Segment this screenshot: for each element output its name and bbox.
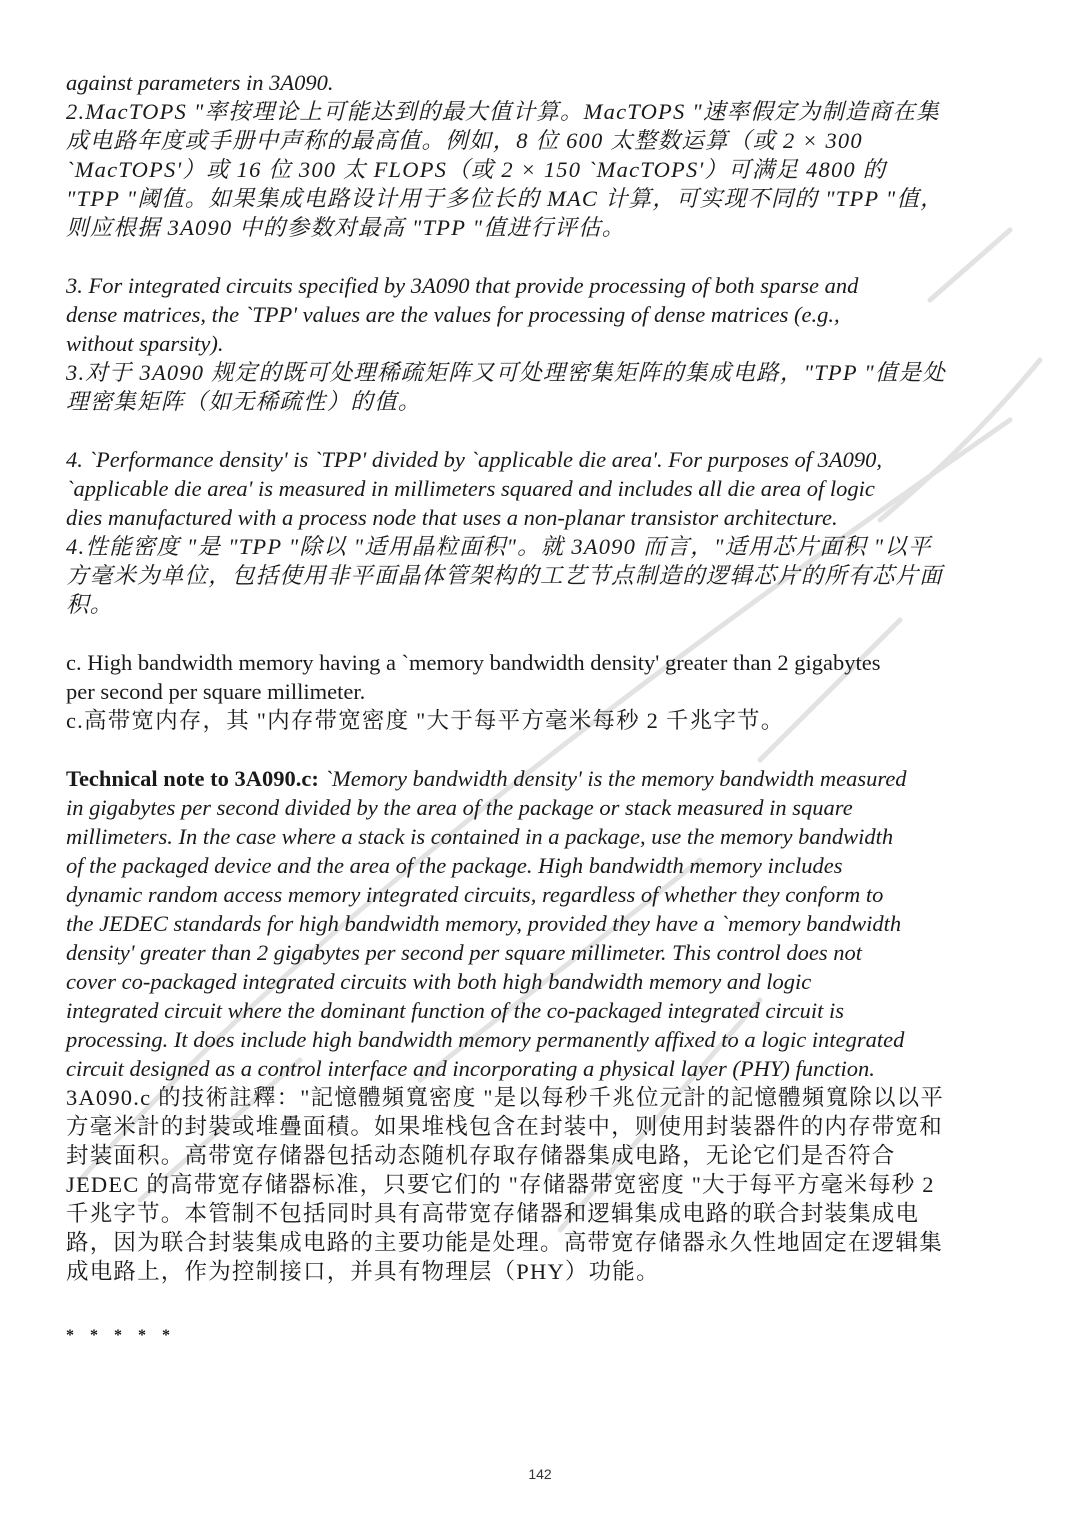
text-line: 成电路年度或手册中声称的最高值。例如，8 位 600 太整数运算（或 2 × 300 (66, 128, 863, 153)
page-number: 142 (528, 1466, 552, 1482)
paragraph-gap (66, 735, 1016, 764)
item-c-high-bandwidth-memory (66, 648, 1016, 735)
text-line: 方毫米計的封裝或堆疊面積。如果堆栈包含在封装中，则使用封装器件的内存带宽和 (66, 1114, 943, 1139)
text-line: 路，因为联合封装集成电路的主要功能是处理。高带宽存储器永久性地固定在逻辑集 (66, 1230, 943, 1255)
text-line: dynamic random access memory integrated circuits, regardless of whether they conform to (66, 882, 884, 907)
text-line: density' greater than 2 gigabytes per second per square millimeter. This control does not (66, 940, 862, 965)
text-line: dies manufactured with a process node that uses a non-planar transistor architecture. (66, 505, 838, 530)
text-line: processing. It does include high bandwidth memory permanently affixed to a logic integrated (66, 1027, 905, 1052)
text-line: c. High bandwidth memory having a `memory bandwidth density' greater than 2 gigabytes (66, 650, 881, 675)
text-line: `MacTOPS'）或 16 位 300 太 FLOPS（或 2 × 150 `MacTOPS'）可满足 4800 的 (66, 157, 887, 182)
text-line: 积。 (66, 592, 114, 617)
text-line: without sparsity). (66, 331, 224, 356)
technical-note-label: Technical note to 3A090.c: (66, 766, 319, 791)
text-line: 则应根据 3A090 中的参数对最高 "TPP "值进行评估。 (66, 215, 626, 240)
text-line: per second per square millimeter. (66, 679, 366, 704)
text-line: 封装面积。高带宽存储器包括动态随机存取存储器集成电路，无论它们是否符合 (66, 1143, 896, 1168)
text-line: circuit designed as a control interface and incorporating a physical layer (PHY) function. (66, 1056, 875, 1081)
section-end-stars: * * * * * (66, 1327, 176, 1344)
paragraph-gap (66, 619, 1016, 648)
text-line: 4. `Performance density' is `TPP' divided by `applicable die area'. For purposes of 3A090, (66, 447, 882, 472)
tpp-note-continuation (66, 68, 1016, 242)
text-line: 方毫米为单位，包括使用非平面晶体管架构的工艺节点制造的逻辑芯片的所有芯片面 (66, 563, 943, 588)
paragraph-gap (66, 1286, 1016, 1315)
text-line: 4.性能密度 "是 "TPP "除以 "适用晶粒面积"。就 3A090 而言，"适用芯片面积 "以平 (66, 534, 932, 559)
paragraph-gap (66, 242, 1016, 271)
text-line: cover co-packaged integrated circuits with both high bandwidth memory and logic (66, 969, 812, 994)
text-line: in gigabytes per second divided by the area of the package or stack measured in square (66, 795, 853, 820)
text-line: c.高带宽内存，其 "内存带宽密度 "大于每平方毫米每秒 2 千兆字节。 (66, 708, 785, 733)
text-line: JEDEC 的高带宽存储器标准，只要它们的 "存储器带宽密度 "大于每平方毫米每秒 2 (66, 1172, 935, 1197)
technical-note-3a090c (66, 764, 1016, 1286)
text-line: millimeters. In the case where a stack is contained in a package, use the memory bandwidth (66, 824, 894, 849)
text-line: 成电路上，作为控制接口，并具有物理层（PHY）功能。 (66, 1259, 660, 1284)
text-line: "TPP "阈值。如果集成电路设计用于多位长的 MAC 计算，可实现不同的 "TPP "值， (66, 186, 944, 211)
text-line: of the packaged device and the area of the package. High bandwidth memory includes (66, 853, 843, 878)
note-4-performance-density (66, 445, 1016, 619)
text-line: dense matrices, the `TPP' values are the values for processing of dense matrices (e.g., (66, 302, 840, 327)
text-line: 千兆字节。本管制不包括同时具有高带宽存储器和逻辑集成电路的联合封装集成电 (66, 1201, 920, 1226)
paragraph-gap (66, 416, 1016, 445)
note-3-sparse-dense (66, 271, 1016, 416)
text-line: 2.MacTOPS "率按理论上可能达到的最大值计算。MacTOPS "速率假定为制造商在集 (66, 99, 940, 124)
text-line: 3. For integrated circuits specified by 3A090 that provide processing of both sparse and (66, 273, 859, 298)
text-line: 理密集矩阵（如无稀疏性）的值。 (66, 389, 422, 414)
document-page (66, 68, 1016, 1350)
technical-note-first-line: `Memory bandwidth density' is the memory bandwidth measured (318, 766, 907, 791)
text-line (66, 764, 1016, 793)
text-line: integrated circuit where the dominant function of the co-packaged integrated circuit is (66, 998, 844, 1023)
text-line: against parameters in 3A090. (66, 70, 334, 95)
text-line: the JEDEC standards for high bandwidth memory, provided they have a `memory bandwidth (66, 911, 902, 936)
text-line: 3.对于 3A090 规定的既可处理稀疏矩阵又可处理密集矩阵的集成电路，"TPP "值是处 (66, 360, 946, 385)
text-line: 3A090.c 的技術註釋："記憶體頻寬密度 "是以每秒千兆位元計的記憶體頻寬除以以平 (66, 1085, 945, 1110)
text-line: `applicable die area' is measured in millimeters squared and includes all die area of logic (66, 476, 875, 501)
